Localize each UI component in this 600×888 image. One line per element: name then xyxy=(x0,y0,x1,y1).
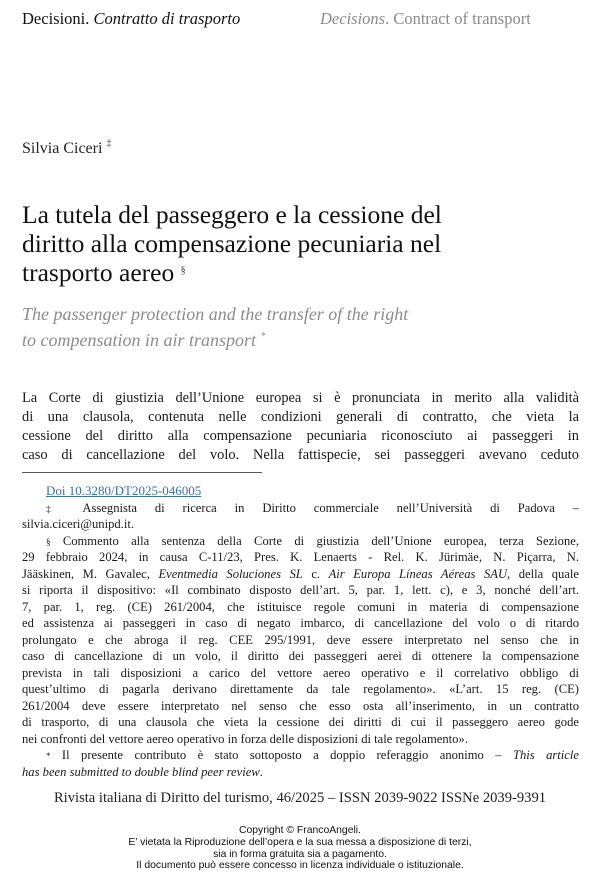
subtitle-footnote-mark[interactable]: * xyxy=(260,331,266,342)
case-party-1: Eventmedia Soluciones SL xyxy=(158,566,303,581)
footnote-text: Commento alla sentenza della Corte di giustizia dell’Unione europea, terza Sezione, xyxy=(50,533,579,548)
footnote-comment-line: 7, par. 1, reg. (CE) 261/2004, che istituisce regole comuni in materia di compensazione xyxy=(22,599,579,614)
author-footnote-mark[interactable]: ‡ xyxy=(106,138,112,149)
footnote-comment-line: di trasporto, di una clausola che vieta la cessione dei diritti di cui il passeggero aereo gode xyxy=(22,715,579,729)
footnote-mark: ‡ xyxy=(46,503,66,514)
title-line-text: trasporto aereo xyxy=(22,258,175,287)
journal-citation: Rivista italiana di Diritto del turismo, 46/2025 – ISSN 2039-9022 ISSNe 2039-9391 xyxy=(53,790,547,806)
header-section-topic: Contratto di trasporto xyxy=(93,9,241,28)
case-party-2: Air Europa Líneas Aéreas SAU xyxy=(328,566,508,581)
footnote-comment-line: prolungato e che abroga il reg. CEE 295/1991, deve essere interpretato nel senso che in xyxy=(22,632,579,647)
article-subtitle-en xyxy=(22,301,582,353)
title-footnote-mark[interactable]: § xyxy=(180,265,186,276)
footnote-text: , della quale xyxy=(507,566,579,581)
footnote-divider xyxy=(22,472,262,473)
copyright-line: Copyright © FrancoAngeli. xyxy=(238,825,361,836)
copyright-line: sia in forma gratuita sia a pagamento. xyxy=(213,848,387,860)
footnote-text-en: This article xyxy=(512,748,579,762)
footnotes xyxy=(22,483,579,780)
subtitle-line-text: to compensation in air transport xyxy=(22,330,257,350)
footnote-review xyxy=(22,747,579,764)
footnote-comment-line: 261/2004 deve essere interpretato nel senso che esso osta all’inserimento, in un contratto xyxy=(22,698,579,713)
footnote-text: . xyxy=(259,764,263,779)
footnote-comment-line: ed assistenza ai passeggeri in caso di negato imbarco, di cancellazione del volo o di ritardo xyxy=(22,616,579,630)
subtitle-line: The passenger protection and the transfer of the right xyxy=(22,304,409,324)
title-line xyxy=(22,258,582,287)
title-line: diritto alla compensazione pecuniaria nel xyxy=(22,229,442,258)
footnote-comment-line: prevista in tali disposizioni a carico del vettore aereo operativo e il correlativo obbligo di xyxy=(22,665,579,680)
footnote-review-line xyxy=(22,764,579,781)
body-paragraph xyxy=(22,389,579,465)
body-line: La Corte di giustizia dell’Unione europea si è pronunciata in merito alla validità xyxy=(22,390,579,406)
footnote-mark: * xyxy=(46,751,51,761)
footnote-comment-line: nei confronti del vettore aereo operativo in forza delle disposizioni di tale regolamento». xyxy=(22,731,468,746)
running-header-right xyxy=(320,9,531,29)
doi-link[interactable]: Doi 10.3280/DT2025-046005 xyxy=(46,483,202,498)
footnote-text-en: has been submitted to double blind peer review xyxy=(22,764,260,779)
copyright-line: Il documento può essere concesso in licenza individuale o istituzionale. xyxy=(136,860,464,872)
body-line: cessione del diritto alla compensazione pecuniaria riconosciuto ai passeggeri in xyxy=(22,428,579,444)
footnote-text: Il presente contributo è stato sottoposto a doppio referaggio anonimo – xyxy=(50,748,513,762)
header-section-label: Decisioni. xyxy=(22,9,94,28)
title-line: La tutela del passeggero e la cessione del xyxy=(22,200,442,229)
header-section-topic-en: . Contract of transport xyxy=(385,9,531,28)
footnote-mark: § xyxy=(46,536,51,547)
footnote-text: c. xyxy=(302,566,329,581)
body-line: di una clausola, contenuta nelle condizioni generali di contratto, che vieta la xyxy=(22,409,579,425)
author-name: Silvia Ciceri xyxy=(22,140,103,157)
body-line: caso di cancellazione del volo. Nella fattispecie, sei passeggeri avevano ceduto xyxy=(22,447,579,463)
footnote-text: Jääskinen, M. Gavalec, xyxy=(22,566,159,581)
footnote-text: Assegnista di ricerca in Diritto commerciale nell’Università di Padova – xyxy=(65,500,580,515)
subtitle-line xyxy=(22,327,582,353)
footnote-author-email: silvia.ciceri@unipd.it. xyxy=(22,517,134,531)
footnote-comment xyxy=(22,533,579,550)
footnote-comment-line: quest’ultimo di pagarla derivano direttamente da tale regolamento». «L’art. 15 reg. (CE) xyxy=(22,682,579,696)
footnote-comment-line: caso di cancellazione di un volo, il diritto dei passeggeri aerei di ottenere la compensazione xyxy=(22,649,579,663)
footnote-comment-line: si riporta il dispositivo: «Il combinato disposto dell’art. 5, par. 1, lett. c), e 3, nonché dell’art. xyxy=(22,583,579,597)
article-title xyxy=(22,200,582,287)
footnote-author xyxy=(22,500,579,517)
running-header-left xyxy=(22,9,240,29)
header-section-label-en: Decisions xyxy=(320,9,386,28)
author-line xyxy=(22,140,111,158)
footnote-comment-line xyxy=(22,566,579,583)
copyright-notice xyxy=(0,825,600,872)
copyright-line: E’ vietata la Riproduzione dell’opera e la sua messa a disposizione di terzi, xyxy=(128,836,472,848)
footnote-comment-line: 29 febbraio 2024, in causa C-11/23, Pres. K. Lenaerts - Rel. K. Jürimäe, N. Piçarra, N. xyxy=(22,550,579,564)
